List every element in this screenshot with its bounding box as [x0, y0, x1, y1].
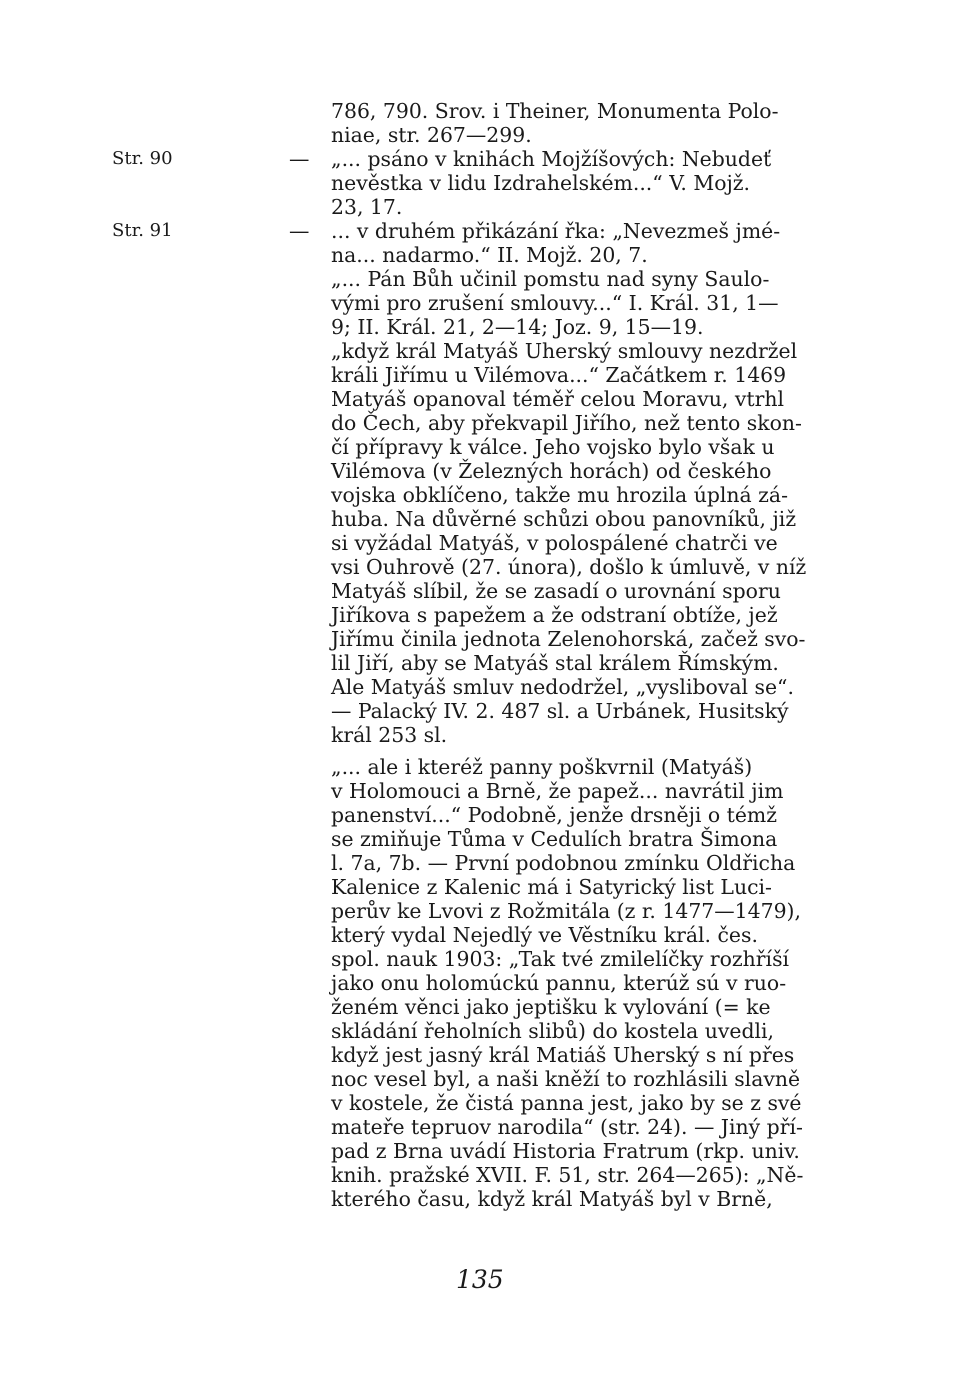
text-line: se zmiňuje Tůma v Cedulích bratra Šimona: [331, 827, 778, 851]
text-line: si vyžádal Matyáš, v polospálené chatrči ve: [331, 531, 778, 555]
text-line: „... Pán Bůh učinil pomstu nad syny Saulo-: [331, 267, 770, 291]
text-line: Matyáš slíbil, že se zasadí o urovnání sporu: [331, 579, 781, 603]
margin-note-str-90: Str. 90: [112, 148, 173, 169]
text-line: noc vesel byl, a naši kněží to rozhlásili slavně: [331, 1067, 801, 1091]
text-line: „... psáno v knihách Mojžíšových: Nebudeť: [331, 147, 772, 171]
text-line: Jiříkova s papežem a že odstraní obtíže, jež: [331, 603, 778, 627]
text-line: Kalenice z Kalenic má i Satyrický list Luci-: [331, 875, 772, 899]
text-line: vsi Ouhrově (27. února), došlo k úmluvě, v níž: [331, 555, 807, 579]
text-line: panenství...“ Podobně, jenže drsněji o témž: [331, 803, 778, 827]
text-line: v Holomouci a Brně, že papež... navrátil jim: [331, 779, 784, 803]
text-line: v kostele, že čistá panna jest, jako by se z své: [331, 1091, 802, 1115]
margin-dash: —: [289, 147, 310, 171]
text-line: spol. nauk 1903: „Tak tvé zmilelíčky rozhříší: [331, 947, 790, 971]
text-line: lil Jiří, aby se Matyáš stal králem Římským.: [331, 651, 779, 675]
text-line: 786, 790. Srov. i Theiner, Monumenta Polo-: [331, 99, 779, 123]
text-line: když jest jasný král Matiáš Uherský s ní přes: [331, 1043, 795, 1067]
text-line: pad z Brna uvádí Historia Fratrum (rkp. univ.: [331, 1139, 800, 1163]
text-line: králi Jiřímu u Vilémova...“ Začátkem r. 1469: [331, 363, 787, 387]
text-line: který vydal Nejedlý ve Věstníku král. čes.: [331, 923, 758, 947]
text-line: 23, 17.: [331, 195, 403, 219]
text-line: l. 7a, 7b. — První podobnou zmínku Oldřicha: [331, 851, 796, 875]
text-line: skládání řeholních slibů) do kostela uvedli,: [331, 1019, 775, 1043]
text-line: nevěstka v lidu Izdrahelském...“ V. Mojž.: [331, 171, 751, 195]
text-line: Vilémova (v Železných horách) od českého: [331, 459, 772, 483]
text-line: „když král Matyáš Uherský smlouvy nezdržel: [331, 339, 798, 363]
text-line: do Čech, aby překvapil Jiřího, než tento skon-: [331, 411, 802, 435]
text-line: Matyáš opanoval téměř celou Moravu, vtrhl: [331, 387, 785, 411]
text-line: ženém věnci jako jeptišku k vylování (= ke: [331, 995, 771, 1019]
text-line: perův ke Lvovi z Rožmitála (z r. 1477—1479),: [331, 899, 801, 923]
text-line: mateře tepruov narodila“ (str. 24). — Jiný pří-: [331, 1115, 803, 1139]
text-line: „... ale i kteréž panny poškvrnil (Matyáš): [331, 755, 753, 779]
text-line: kterého času, když král Matyáš byl v Brně,: [331, 1187, 773, 1211]
text-line: — Palacký IV. 2. 487 sl. a Urbánek, Husitský: [331, 699, 789, 723]
text-line: knih. pražské XVII. F. 51, str. 264—265): „Ně-: [331, 1163, 804, 1187]
text-line: vojska obklíčeno, takže mu hrozila úplná zá-: [331, 483, 788, 507]
page-number: 135: [456, 1265, 504, 1294]
margin-dash: —: [289, 219, 310, 243]
text-line: král 253 sl.: [331, 723, 448, 747]
margin-note-str-91: Str. 91: [112, 220, 173, 241]
text-line: 9; II. Král. 21, 2—14; Joz. 9, 15—19.: [331, 315, 704, 339]
text-line: ... v druhém přikázání řka: „Nevezmeš jmé-: [331, 219, 781, 243]
text-line: niae, str. 267—299.: [331, 123, 532, 147]
text-line: vými pro zrušení smlouvy...“ I. Král. 31, 1—: [331, 291, 779, 315]
text-line: jako onu holomúckú pannu, kterúž sú v ruo-: [331, 971, 787, 995]
text-line: Jiřímu činila jednota Zelenohorská, začež svo-: [331, 627, 806, 651]
text-line: na... nadarmo.“ II. Mojž. 20, 7.: [331, 243, 648, 267]
text-line: čí přípravy k válce. Jeho vojsko bylo však u: [331, 435, 775, 459]
text-line: huba. Na důvěrné schůzi obou panovníků, již: [331, 507, 797, 531]
text-line: Ale Matyáš smluv nedodržel, „vysliboval se“.: [331, 675, 794, 699]
